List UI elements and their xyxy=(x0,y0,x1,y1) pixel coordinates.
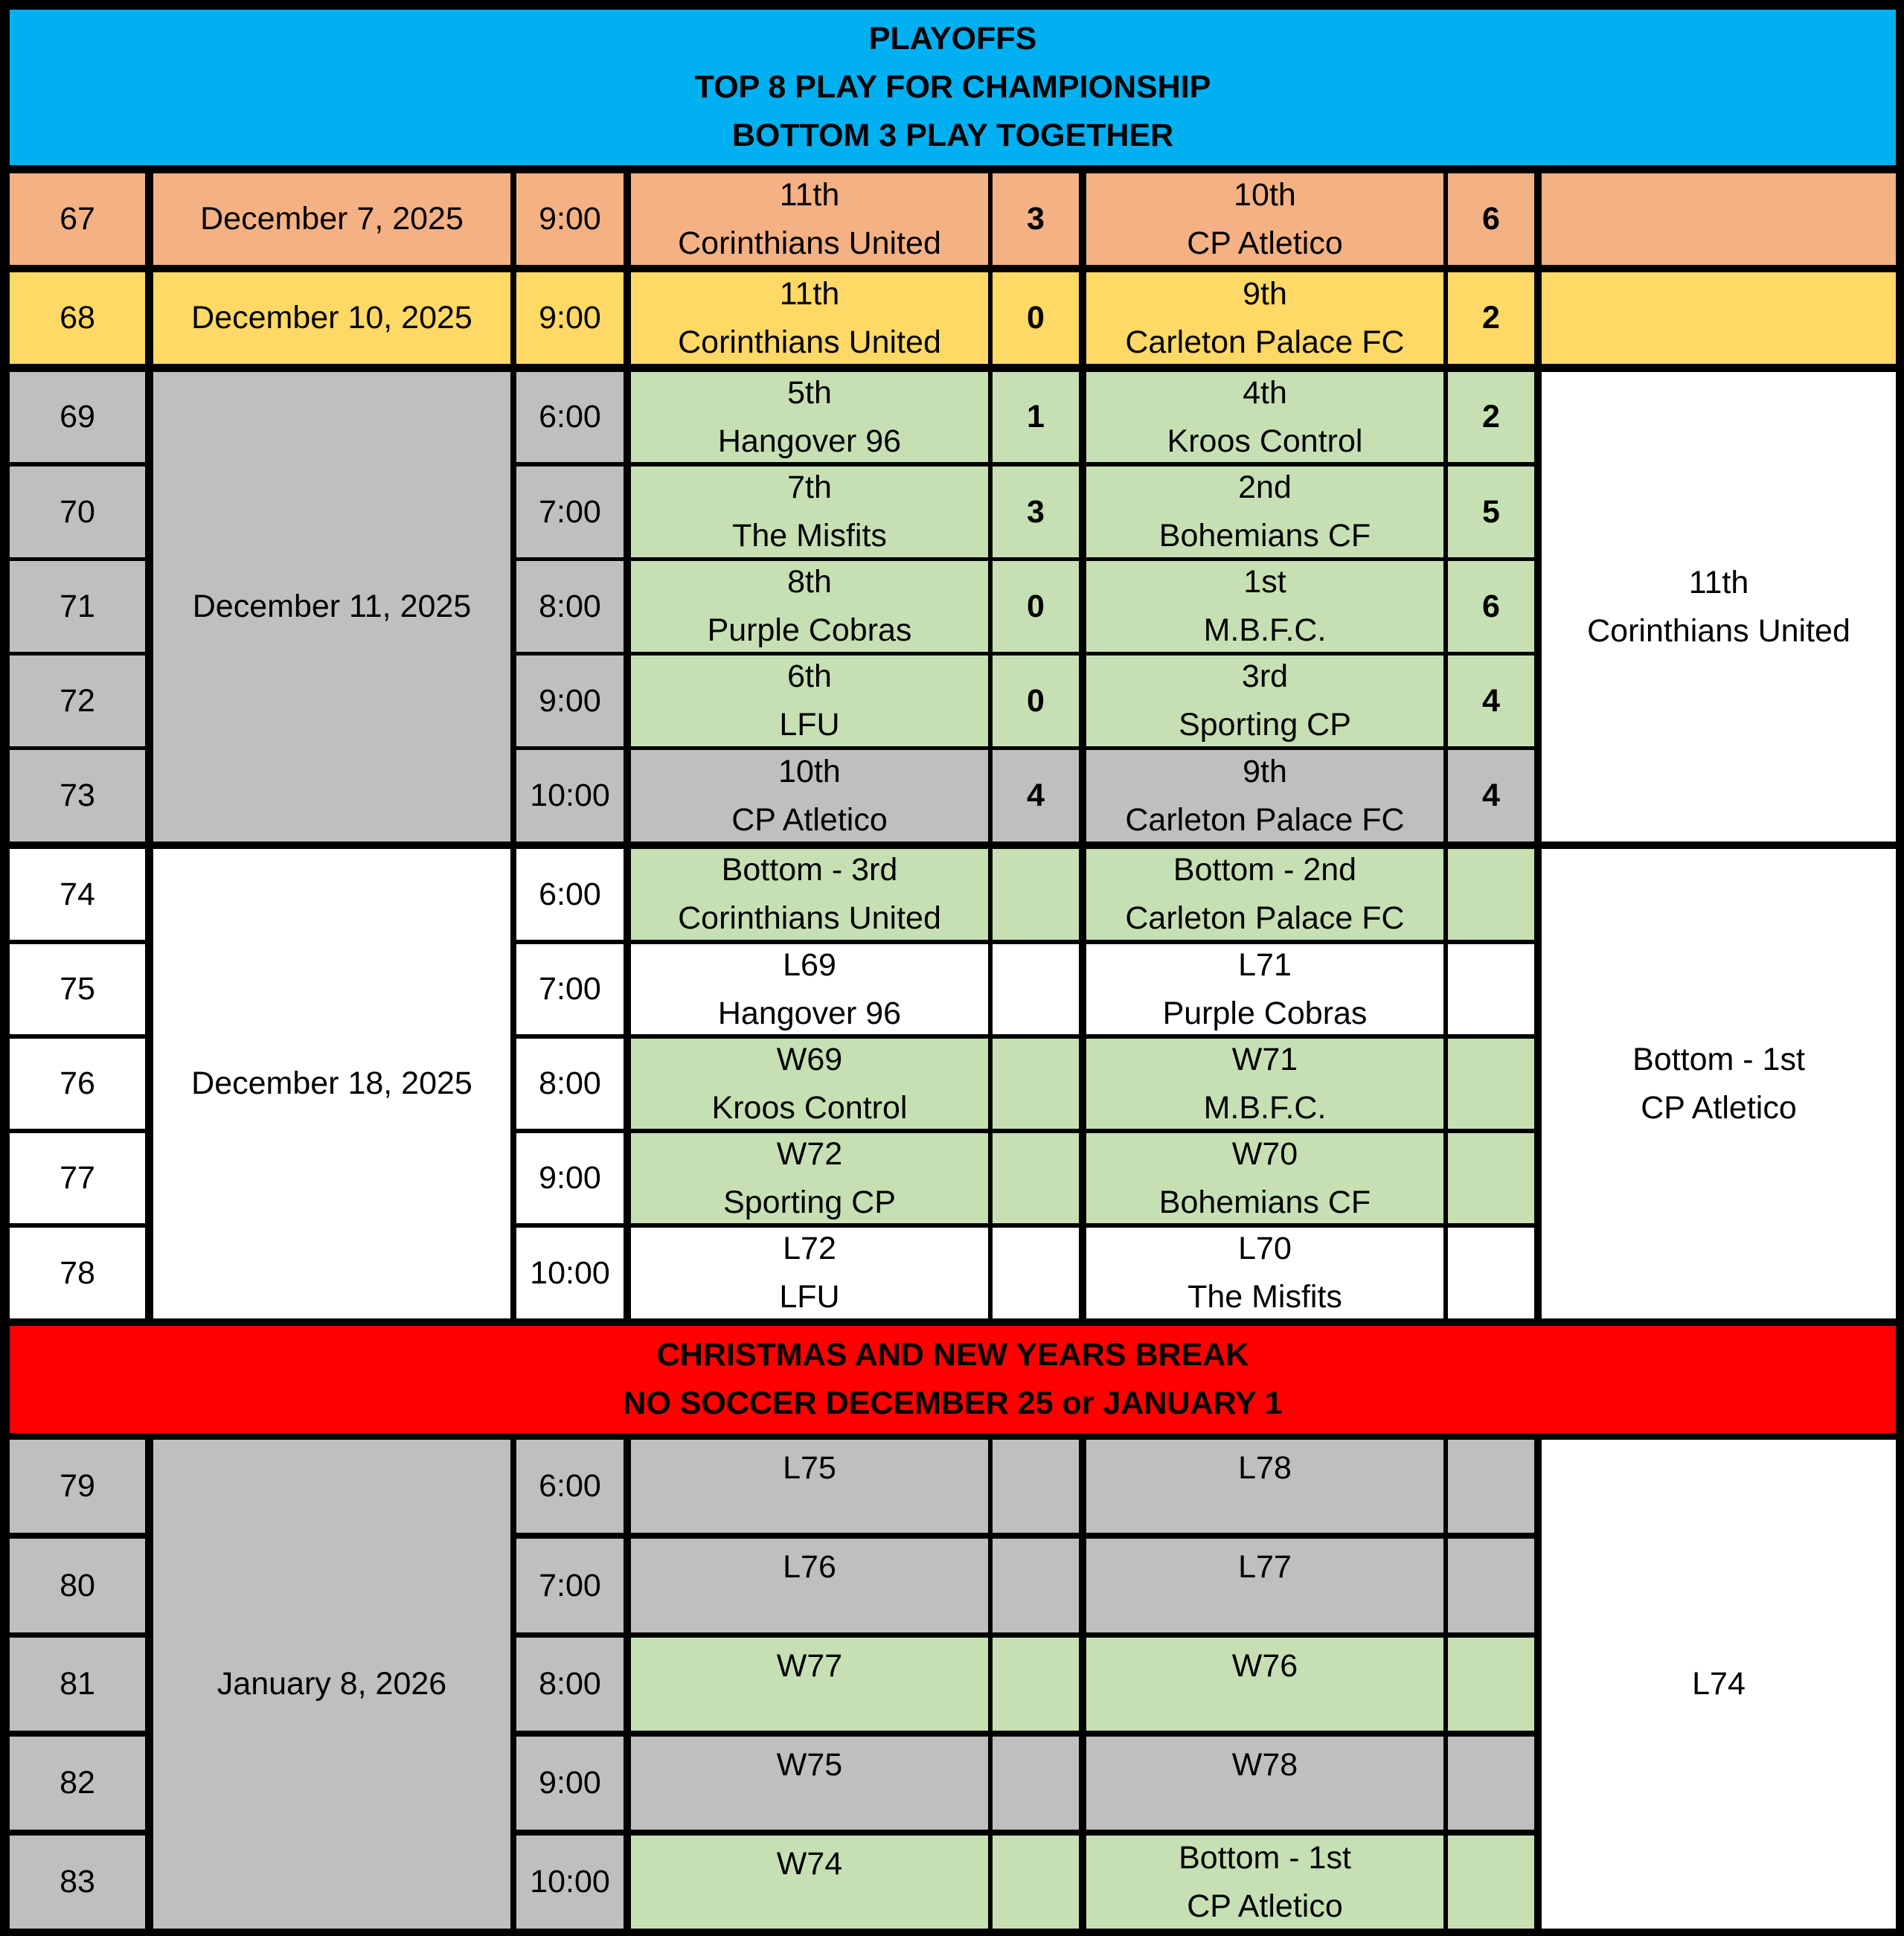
cell-text: L72 xyxy=(783,1231,836,1266)
game-number xyxy=(10,1133,145,1223)
bye-team xyxy=(1542,173,1896,265)
game-time xyxy=(516,944,624,1034)
cell-text: 6:00 xyxy=(539,399,601,435)
game-number xyxy=(10,1539,145,1632)
cell-text: W74 xyxy=(776,1846,843,1882)
away-team xyxy=(1086,372,1443,462)
home-team xyxy=(631,1638,988,1731)
away-score xyxy=(1448,1039,1534,1129)
game-number xyxy=(10,1737,145,1830)
away-score xyxy=(1448,1440,1534,1533)
cell-text: 0 xyxy=(1027,588,1045,624)
cell-text: The Misfits xyxy=(1187,1279,1342,1315)
cell-text: L70 xyxy=(1238,1231,1292,1266)
cell-text: Bottom - 2nd xyxy=(1173,852,1357,888)
home-team xyxy=(631,1737,988,1830)
cell-text: 80 xyxy=(60,1567,95,1603)
cell-text: December 11, 2025 xyxy=(192,589,472,624)
home-team xyxy=(631,1039,988,1129)
cell-text: 10th xyxy=(1234,176,1296,213)
away-score xyxy=(1448,372,1534,462)
cell-text: 6:00 xyxy=(539,1468,601,1504)
game-number xyxy=(10,1836,145,1929)
cell-text: 7:00 xyxy=(539,493,601,530)
game-time xyxy=(516,561,624,652)
away-score xyxy=(1448,1638,1534,1731)
away-team xyxy=(1086,272,1443,364)
away-team xyxy=(1086,1737,1443,1830)
cell-text: 8th xyxy=(787,564,832,600)
cell-text: L75 xyxy=(783,1450,836,1486)
cell-text: 9th xyxy=(1243,753,1287,789)
cell-text: Carleton Palace FC xyxy=(1125,801,1405,838)
cell-text: 5 xyxy=(1482,493,1500,530)
home-team xyxy=(631,849,988,940)
game-time xyxy=(516,467,624,557)
cell-text: 10:00 xyxy=(530,1864,610,1900)
cell-text: 3 xyxy=(1027,493,1045,530)
home-score xyxy=(993,372,1079,462)
cell-text: L71 xyxy=(1238,946,1292,983)
cell-text: 2nd xyxy=(1238,469,1292,505)
cell-text: 8:00 xyxy=(539,1065,601,1101)
cell-text: 4 xyxy=(1482,682,1500,719)
game-number xyxy=(10,1638,145,1731)
cell-text: Corinthians United xyxy=(1587,612,1850,649)
home-score xyxy=(993,1039,1079,1129)
away-team xyxy=(1086,656,1443,746)
cell-text: Purple Cobras xyxy=(1162,995,1368,1031)
away-team xyxy=(1086,1539,1443,1632)
cell-text: W69 xyxy=(776,1041,843,1077)
home-score xyxy=(993,1539,1079,1632)
cell-text: 3rd xyxy=(1241,658,1289,694)
home-score xyxy=(993,1836,1079,1929)
cell-text: 74 xyxy=(60,876,95,912)
cell-text: December 7, 2025 xyxy=(200,201,464,237)
cell-text: Bottom - 1st xyxy=(1632,1041,1805,1077)
away-team xyxy=(1086,561,1443,652)
home-score xyxy=(993,467,1079,557)
game-time xyxy=(516,849,624,940)
cell-text: 2 xyxy=(1482,300,1500,336)
away-team xyxy=(1086,467,1443,557)
cell-text: January 8, 2026 xyxy=(217,1666,447,1702)
cell-text: 4 xyxy=(1027,778,1045,813)
game-number xyxy=(10,372,145,462)
cell-text: L77 xyxy=(1238,1549,1292,1585)
cell-text: L78 xyxy=(1238,1450,1292,1486)
cell-text: 0 xyxy=(1027,682,1045,719)
away-score xyxy=(1448,272,1534,364)
bye-team xyxy=(1542,372,1896,842)
cell-text: 2 xyxy=(1482,399,1500,435)
game-number xyxy=(10,1039,145,1129)
cell-text: W76 xyxy=(1231,1648,1298,1684)
bye-team xyxy=(1542,849,1896,1318)
bye-team xyxy=(1542,272,1896,364)
away-score xyxy=(1448,1133,1534,1223)
cell-text: 9:00 xyxy=(539,1765,601,1801)
away-score xyxy=(1448,561,1534,652)
cell-text: 9th xyxy=(1243,275,1287,312)
away-team xyxy=(1086,1638,1443,1731)
cell-text: 10:00 xyxy=(530,1254,610,1291)
game-number xyxy=(10,944,145,1034)
cell-text: The Misfits xyxy=(732,518,887,554)
cell-text: 9:00 xyxy=(539,201,601,237)
cell-text: Carleton Palace FC xyxy=(1125,324,1405,360)
cell-text: Corinthians United xyxy=(678,324,941,360)
home-team xyxy=(631,561,988,652)
cell-text: Bottom - 3rd xyxy=(721,852,898,888)
cell-text: Hangover 96 xyxy=(717,423,902,459)
game-time xyxy=(516,1836,624,1929)
home-score xyxy=(993,944,1079,1034)
cell-text: LFU xyxy=(779,1279,840,1315)
game-time xyxy=(516,656,624,746)
cell-text: CHRISTMAS AND NEW YEARS BREAK xyxy=(656,1337,1249,1373)
away-team xyxy=(1086,750,1443,842)
home-team xyxy=(631,656,988,746)
cell-text: 10th xyxy=(778,753,841,789)
cell-text: 4th xyxy=(1243,374,1287,411)
cell-text: 79 xyxy=(60,1468,95,1504)
bye-team xyxy=(1542,1440,1896,1929)
cell-text: CP Atletico xyxy=(1187,1888,1343,1924)
game-date xyxy=(153,1440,510,1929)
home-team xyxy=(631,1228,988,1318)
home-score xyxy=(993,1737,1079,1830)
cell-text: L76 xyxy=(783,1549,836,1585)
cell-text: 67 xyxy=(60,201,95,237)
home-team xyxy=(631,1440,988,1533)
home-team xyxy=(631,1836,988,1929)
game-date xyxy=(153,272,510,364)
cell-text: 9:00 xyxy=(539,682,601,719)
cell-text: 8:00 xyxy=(539,588,601,624)
home-score xyxy=(993,1133,1079,1223)
home-team xyxy=(631,750,988,842)
cell-text: 76 xyxy=(60,1065,95,1101)
cell-text: W75 xyxy=(776,1747,843,1783)
cell-text: 11th xyxy=(779,176,840,213)
cell-text: PLAYOFFS xyxy=(868,21,1037,57)
game-date xyxy=(153,173,510,265)
game-date xyxy=(153,372,510,842)
cell-text: 78 xyxy=(60,1254,95,1291)
cell-text: December 10, 2025 xyxy=(191,300,472,336)
cell-text: L69 xyxy=(783,946,836,983)
home-score xyxy=(993,656,1079,746)
cell-text: 72 xyxy=(60,682,95,719)
cell-text: 8:00 xyxy=(539,1666,601,1702)
game-time xyxy=(516,1638,624,1731)
away-team xyxy=(1086,173,1443,265)
game-number xyxy=(10,561,145,652)
game-time xyxy=(516,1440,624,1533)
home-score xyxy=(993,1440,1079,1533)
away-score xyxy=(1448,1836,1534,1929)
cell-text: 75 xyxy=(60,971,95,1007)
cell-text: L74 xyxy=(1692,1666,1746,1702)
game-number xyxy=(10,1228,145,1318)
game-number xyxy=(10,173,145,265)
home-score xyxy=(993,173,1079,265)
home-team xyxy=(631,272,988,364)
cell-text: W70 xyxy=(1231,1135,1298,1172)
home-team xyxy=(631,173,988,265)
cell-text: W72 xyxy=(776,1135,843,1172)
home-team xyxy=(631,1539,988,1632)
game-time xyxy=(516,1039,624,1129)
away-team xyxy=(1086,1228,1443,1318)
cell-text: Purple Cobras xyxy=(707,612,912,648)
cell-text: 70 xyxy=(60,493,95,530)
cell-text: 10:00 xyxy=(530,778,610,813)
cell-text: 68 xyxy=(60,300,95,336)
game-time xyxy=(516,272,624,364)
cell-text: Hangover 96 xyxy=(717,995,902,1031)
game-number xyxy=(10,467,145,557)
game-number xyxy=(10,656,145,746)
away-score xyxy=(1448,656,1534,746)
cell-text: 11th xyxy=(1688,564,1749,600)
cell-text: 71 xyxy=(60,588,95,624)
cell-text: 77 xyxy=(60,1160,95,1196)
cell-text: 0 xyxy=(1027,300,1045,336)
game-number xyxy=(10,1440,145,1533)
cell-text: 7:00 xyxy=(539,1567,601,1603)
game-date xyxy=(153,849,510,1318)
home-score xyxy=(993,1638,1079,1731)
game-number xyxy=(10,849,145,940)
away-score xyxy=(1448,1737,1534,1830)
home-team xyxy=(631,944,988,1034)
cell-text: 73 xyxy=(60,778,95,813)
cell-text: Kroos Control xyxy=(1167,423,1363,459)
cell-text: CP Atletico xyxy=(731,801,888,838)
away-score xyxy=(1448,1228,1534,1318)
home-score xyxy=(993,561,1079,652)
home-score xyxy=(993,1228,1079,1318)
home-team xyxy=(631,1133,988,1223)
cell-text: 69 xyxy=(60,399,95,435)
break-banner xyxy=(10,1326,1896,1433)
cell-text: Corinthians United xyxy=(678,225,941,261)
cell-text: 6 xyxy=(1482,201,1500,237)
game-time xyxy=(516,372,624,462)
cell-text: 83 xyxy=(60,1864,95,1900)
cell-text: 6 xyxy=(1482,588,1500,624)
away-score xyxy=(1448,1539,1534,1632)
cell-text: Sporting CP xyxy=(723,1184,896,1220)
home-score xyxy=(993,849,1079,940)
cell-text: 82 xyxy=(60,1765,95,1801)
game-number xyxy=(10,272,145,364)
game-time xyxy=(516,750,624,842)
away-score xyxy=(1448,944,1534,1034)
cell-text: 4 xyxy=(1482,778,1500,813)
game-time xyxy=(516,1539,624,1632)
cell-text: 5th xyxy=(787,374,832,411)
away-team xyxy=(1086,1039,1443,1129)
cell-text: 6th xyxy=(787,658,832,694)
away-team xyxy=(1086,1836,1443,1929)
cell-text: Bohemians CF xyxy=(1158,518,1371,554)
cell-text: M.B.F.C. xyxy=(1203,1089,1327,1126)
cell-text: 1 xyxy=(1027,399,1045,435)
game-time xyxy=(516,1228,624,1318)
away-team xyxy=(1086,1440,1443,1533)
cell-text: W78 xyxy=(1231,1747,1298,1783)
cell-text: 1st xyxy=(1243,564,1286,600)
home-score xyxy=(993,750,1079,842)
cell-text: LFU xyxy=(779,707,840,743)
away-team xyxy=(1086,1133,1443,1223)
home-score xyxy=(993,272,1079,364)
home-team xyxy=(631,372,988,462)
away-score xyxy=(1448,467,1534,557)
cell-text: Carleton Palace FC xyxy=(1125,900,1405,936)
cell-text: 9:00 xyxy=(539,300,601,336)
cell-text: NO SOCCER DECEMBER 25 or JANUARY 1 xyxy=(623,1385,1283,1421)
cell-text: 81 xyxy=(60,1666,95,1702)
cell-text: Bohemians CF xyxy=(1158,1184,1371,1220)
cell-text: BOTTOM 3 PLAY TOGETHER xyxy=(731,118,1174,153)
header-banner xyxy=(10,10,1896,165)
away-score xyxy=(1448,750,1534,842)
away-team xyxy=(1086,944,1443,1034)
cell-text: M.B.F.C. xyxy=(1203,612,1327,648)
cell-text: 11th xyxy=(779,275,840,312)
game-time xyxy=(516,1737,624,1830)
home-team xyxy=(631,467,988,557)
cell-text: 6:00 xyxy=(539,876,601,912)
cell-text: 7:00 xyxy=(539,971,601,1007)
game-time xyxy=(516,173,624,265)
away-score xyxy=(1448,173,1534,265)
game-time xyxy=(516,1133,624,1223)
cell-text: W77 xyxy=(776,1648,843,1684)
cell-text: 3 xyxy=(1027,201,1045,237)
cell-text: W71 xyxy=(1231,1041,1298,1077)
cell-text: Corinthians United xyxy=(678,900,941,936)
game-number xyxy=(10,750,145,842)
cell-text: Kroos Control xyxy=(711,1089,908,1126)
away-score xyxy=(1448,849,1534,940)
cell-text: Sporting CP xyxy=(1179,707,1351,743)
cell-text: 9:00 xyxy=(539,1160,601,1196)
cell-text: 7th xyxy=(787,469,832,505)
cell-text: CP Atletico xyxy=(1187,225,1343,261)
cell-text: Bottom - 1st xyxy=(1179,1839,1351,1876)
cell-text: TOP 8 PLAY FOR CHAMPIONSHIP xyxy=(694,69,1211,105)
cell-text: December 18, 2025 xyxy=(191,1065,472,1101)
away-team xyxy=(1086,849,1443,940)
cell-text: CP Atletico xyxy=(1641,1089,1797,1126)
